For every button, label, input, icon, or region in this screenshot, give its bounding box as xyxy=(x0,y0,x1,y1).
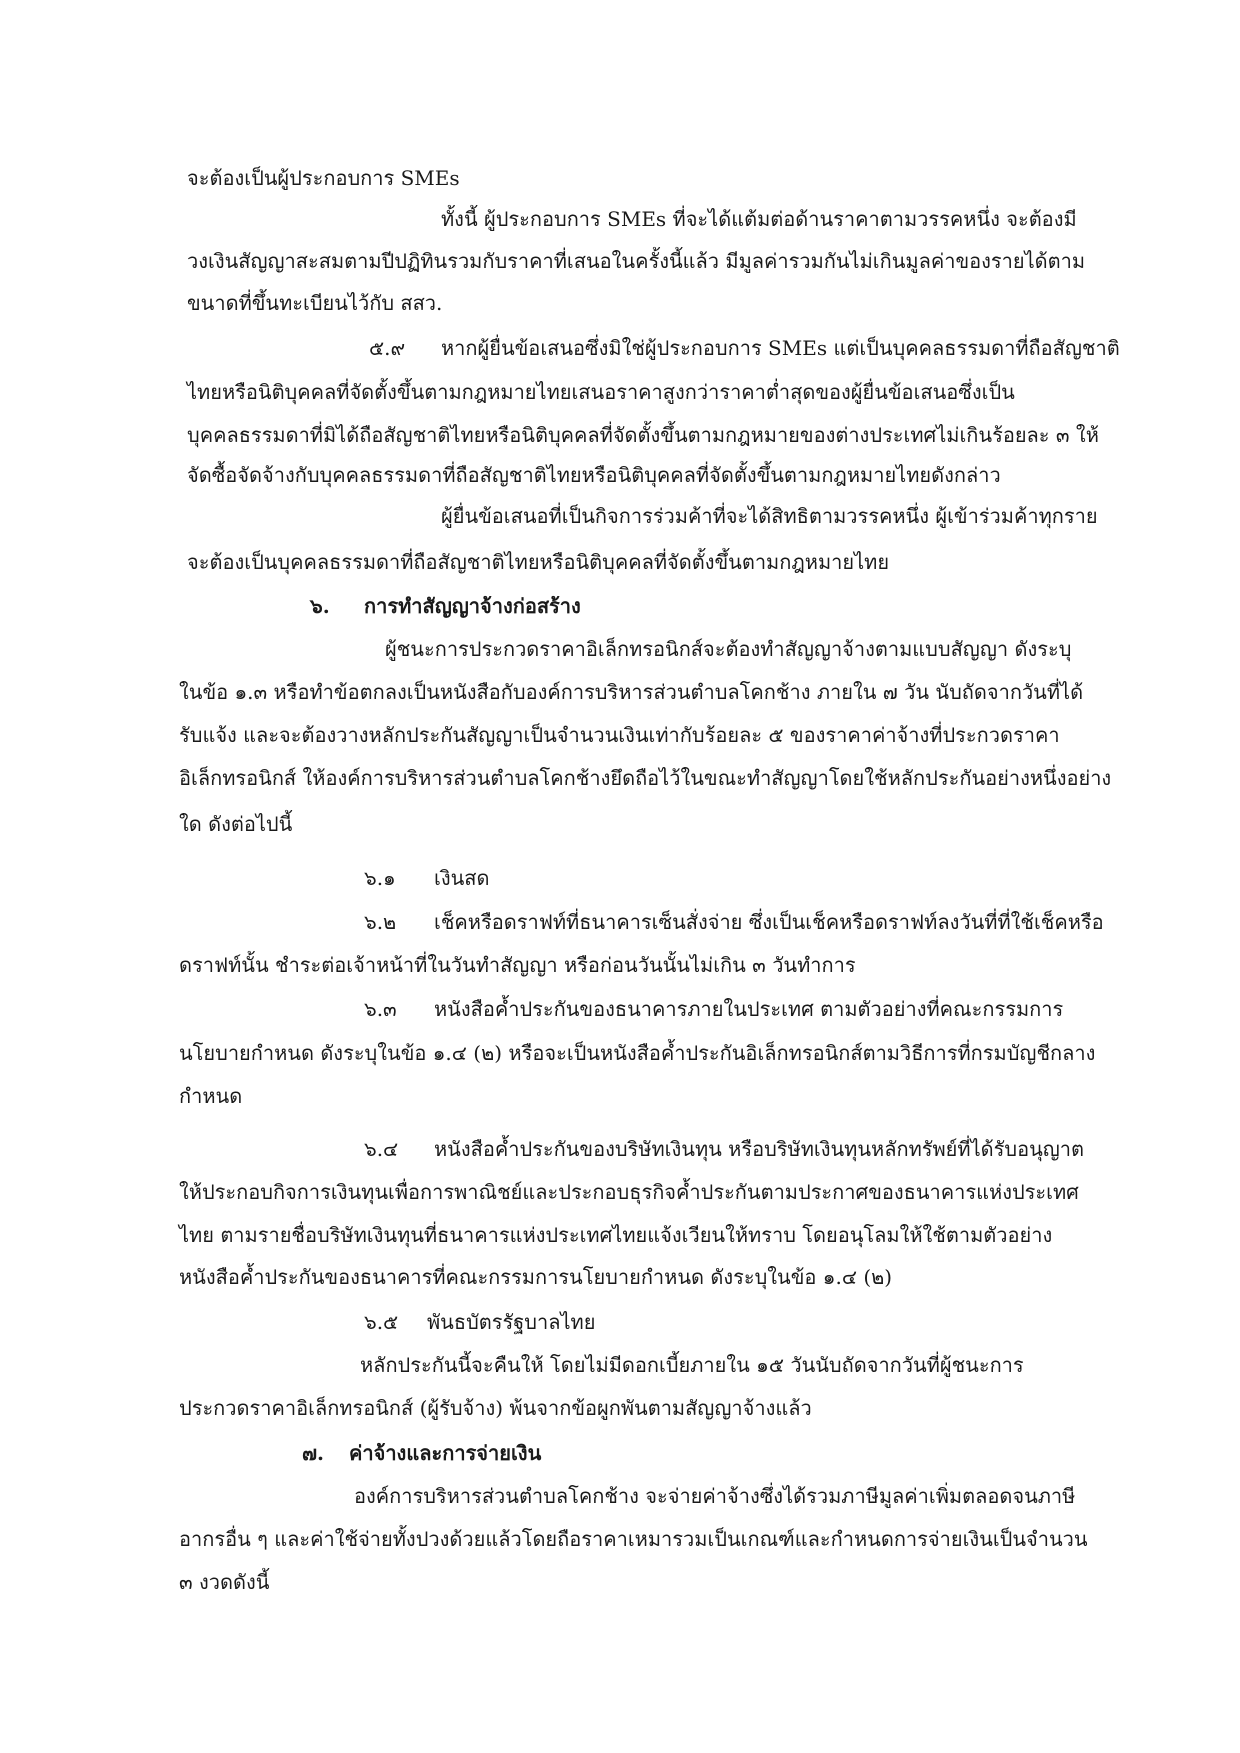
text-line: ดราฟท์นั้น ชำระต่อเจ้าหน้าที่ในวันทำสัญญา หรือก่อนวันนั้นไม่เกิน ๓ วันทำการ xyxy=(179,953,856,977)
section-number: ๖.๒ xyxy=(364,910,397,934)
text-line: อากรอื่น ๆ และค่าใช้จ่ายทั้งปวงด้วยแล้วโดยถือราคาเหมารวมเป็นเกณฑ์และกำหนดการจ่ายเงินเป็นจำนวน xyxy=(179,1527,1088,1551)
text-line: หนังสือค้ำประกันของธนาคารภายในประเทศ ตามตัวอย่างที่คณะกรรมการ xyxy=(434,997,1064,1021)
text-line: รับแจ้ง และจะต้องวางหลักประกันสัญญาเป็นจำนวนเงินเท่ากับร้อยละ ๕ ของราคาค่าจ้างที่ประกวดราคา xyxy=(179,723,1060,747)
text-line: จัดซื้อจัดจ้างกับบุคคลธรรมดาที่ถือสัญชาติไทยหรือนิติบุคคลที่จัดตั้งขึ้นตามกฎหมายไทยดังกล่าว xyxy=(187,463,1001,487)
text-line: หนังสือค้ำประกันของบริษัทเงินทุน หรือบริษัทเงินทุนหลักทรัพย์ที่ได้รับอนุญาต xyxy=(434,1137,1085,1161)
text-line: ให้ประกอบกิจการเงินทุนเพื่อการพาณิชย์และประกอบธุรกิจค้ำประกันตามประกาศของธนาคารแห่งประเทศ xyxy=(179,1180,1079,1204)
text-line: ๓ งวดดังนี้ xyxy=(179,1570,270,1594)
text-line: กำหนด xyxy=(179,1084,243,1108)
section-number: ๖.๓ xyxy=(364,997,397,1021)
text-line: จะต้องเป็นผู้ประกอบการ SMEs xyxy=(187,166,460,190)
text-line: พันธบัตรรัฐบาลไทย xyxy=(427,1310,596,1334)
text-line: ขนาดที่ขึ้นทะเบียนไว้กับ สสว. xyxy=(187,291,443,315)
text-line: อิเล็กทรอนิกส์ ให้องค์การบริหารส่วนตำบลโคกช้างยึดถือไว้ในขณะทำสัญญาโดยใช้หลักประกันอย่างหนึ่งอย่าง xyxy=(179,766,1112,790)
text-line: หนังสือค้ำประกันของธนาคารที่คณะกรรมการนโยบายกำหนด ดังระบุในข้อ ๑.๔ (๒) xyxy=(179,1265,893,1289)
text-line: ไทย ตามรายชื่อบริษัทเงินทุนที่ธนาคารแห่งประเทศไทยแจ้งเวียนให้ทราบ โดยอนุโลมให้ใช้ตามตัวอย่าง xyxy=(179,1223,1053,1247)
text-line: ผู้ยื่นข้อเสนอที่เป็นกิจการร่วมค้าที่จะได้สิทธิตามวรรคหนึ่ง ผู้เข้าร่วมค้าทุกราย xyxy=(441,504,1098,528)
section-heading: การทำสัญญาจ้างก่อสร้าง xyxy=(364,594,581,618)
section-heading: ค่าจ้างและการจ่ายเงิน xyxy=(349,1441,542,1465)
section-number: ๖.๔ xyxy=(364,1137,399,1161)
section-number: ๖. xyxy=(310,594,330,618)
text-line: องค์การบริหารส่วนตำบลโคกช้าง จะจ่ายค่าจ้างซึ่งได้รวมภาษีมูลค่าเพิ่มตลอดจนภาษี xyxy=(354,1484,1076,1508)
text-line: จะต้องเป็นบุคคลธรรมดาที่ถือสัญชาติไทยหรือนิติบุคคลที่จัดตั้งขึ้นตามกฎหมายไทย xyxy=(187,550,890,574)
text-line: บุคคลธรรมดาที่มิได้ถือสัญชาติไทยหรือนิติบุคคลที่จัดตั้งขึ้นตามกฎหมายของต่างประเทศไม่เกินร้อยละ ๓ ให้ xyxy=(187,423,1099,447)
text-line: ใด ดังต่อไปนี้ xyxy=(179,812,293,836)
section-number: ๗. xyxy=(302,1441,325,1465)
text-line: ในข้อ ๑.๓ หรือทำข้อตกลงเป็นหนังสือกับองค์การบริหารส่วนตำบลโคกช้าง ภายใน ๗ วัน นับถัดจากวันที่ได้ xyxy=(179,680,1084,704)
text-line: หากผู้ยื่นข้อเสนอซึ่งมิใช่ผู้ประกอบการ SMEs แต่เป็นบุคคลธรรมดาที่ถือสัญชาติ xyxy=(441,336,1120,360)
text-line: เงินสด xyxy=(434,866,490,890)
text-line: หลักประกันนี้จะคืนให้ โดยไม่มีดอกเบี้ยภายใน ๑๕ วันนับถัดจากวันที่ผู้ชนะการ xyxy=(360,1353,1024,1377)
text-line: เช็คหรือดราฟท์ที่ธนาคารเซ็นสั่งจ่าย ซึ่งเป็นเช็คหรือดราฟท์ลงวันที่ที่ใช้เช็คหรือ xyxy=(434,910,1104,934)
text-line: ผู้ชนะการประกวดราคาอิเล็กทรอนิกส์จะต้องทำสัญญาจ้างตามแบบสัญญา ดังระบุ xyxy=(385,637,1072,661)
section-number: ๕.๙ xyxy=(369,336,406,360)
text-line: ไทยหรือนิติบุคคลที่จัดตั้งขึ้นตามกฎหมายไทยเสนอราคาสูงกว่าราคาต่ำสุดของผู้ยื่นข้อเสนอซึ่งเป็น xyxy=(187,380,1015,404)
text-line: นโยบายกำหนด ดังระบุในข้อ ๑.๔ (๒) หรือจะเป็นหนังสือค้ำประกันอิเล็กทรอนิกส์ตามวิธีการที่กรมบัญชีกลาง xyxy=(179,1041,1096,1065)
section-number: ๖.๕ xyxy=(364,1310,399,1334)
text-line: ทั้งนี้ ผู้ประกอบการ SMEs ที่จะได้แต้มต่อด้านราคาตามวรรคหนึ่ง จะต้องมี xyxy=(441,207,1077,231)
section-number: ๖.๑ xyxy=(364,866,396,890)
text-line: ประกวดราคาอิเล็กทรอนิกส์ (ผู้รับจ้าง) พ้นจากข้อผูกพันตามสัญญาจ้างแล้ว xyxy=(179,1396,812,1420)
text-line: วงเงินสัญญาสะสมตามปีปฏิทินรวมกับราคาที่เสนอในครั้งนี้แล้ว มีมูลค่ารวมกันไม่เกินมูลค่าของรายได้ตาม xyxy=(187,249,1086,273)
